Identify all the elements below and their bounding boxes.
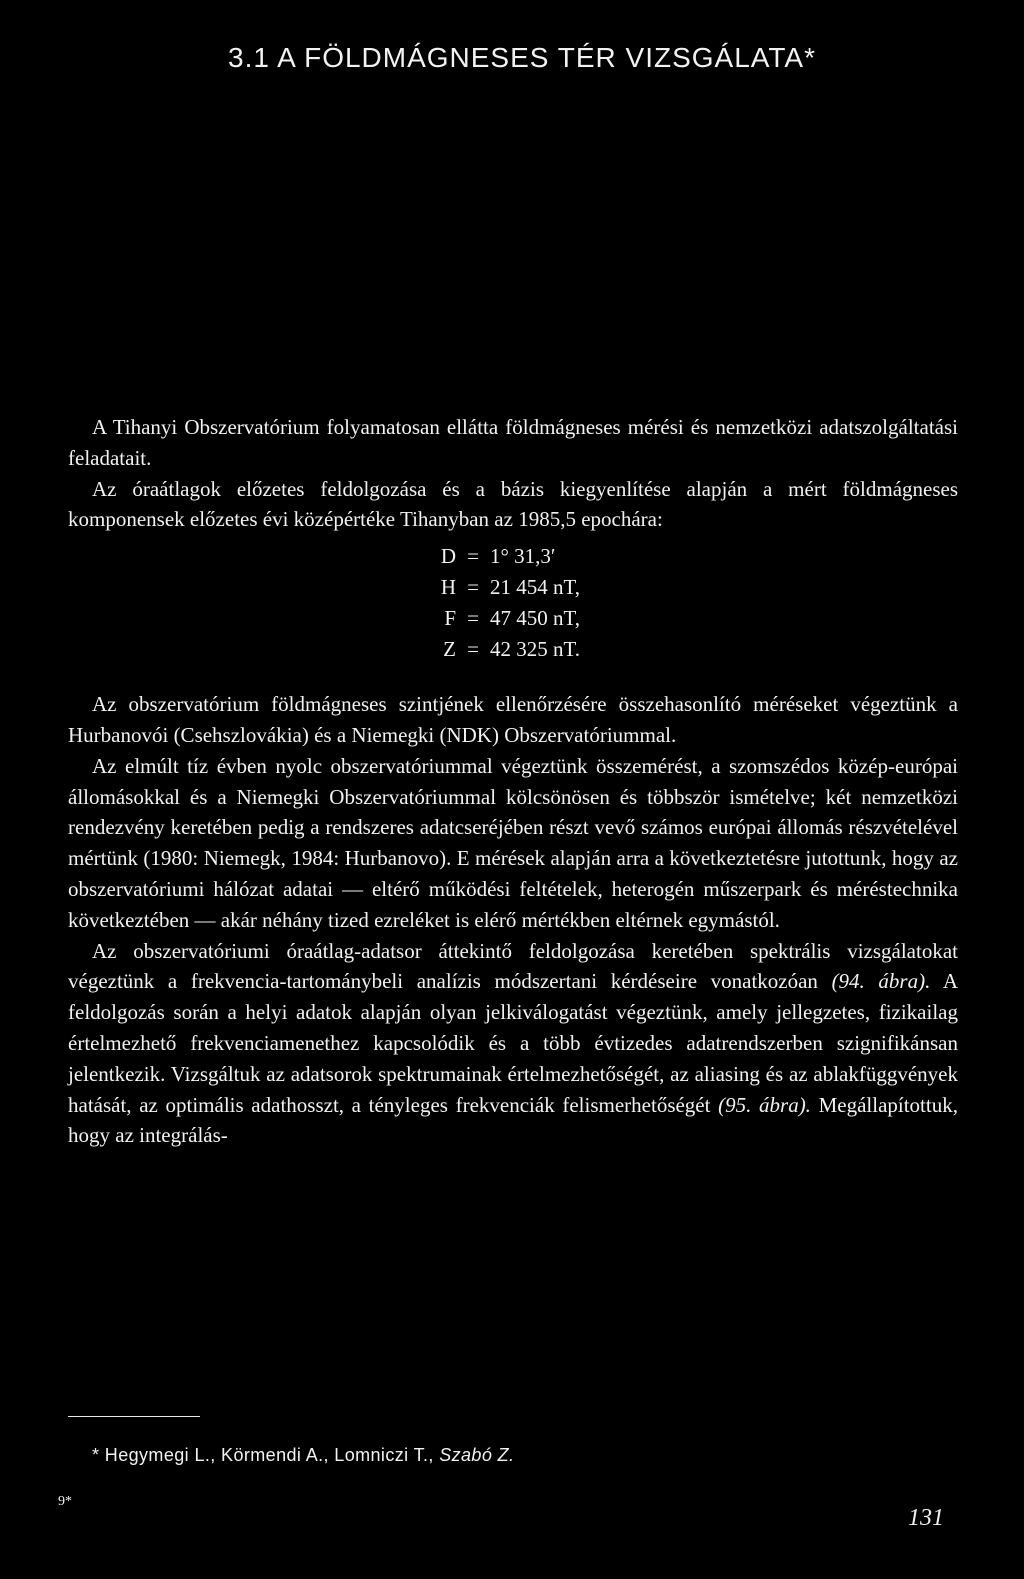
equation-sign: =	[467, 606, 479, 631]
paragraph-5-part-c: Megállapítottuk, hogy az integrálás-	[68, 1092, 958, 1148]
equation-row-h	[426, 572, 958, 603]
equation-variable: H	[440, 575, 456, 600]
paragraph-3: Az obszervatórium földmágneses szintjének ellenőrzésére összehasonlító méréseket végeztünk a Hurbanovói (Csehszlovákia) és a Niemegki (NDK) Obszervatóriummal.	[68, 692, 958, 747]
equation-row-f	[426, 603, 958, 634]
equation-value: 1° 31,3′	[490, 544, 556, 569]
equation-sign: =	[467, 575, 479, 600]
equation-sign: =	[467, 544, 479, 569]
paragraph-5-part-a: Az obszervatóriumi óraátlag-adatsor áttekintő feldolgozása keretében spektrális vizsgálatokat végeztünk a frekvencia-tartománybeli analízis módszertani kérdéseire vonatkozóan	[68, 938, 958, 994]
paragraph-5-part-b: A feldolgozás során a helyi adatok alapján olyan jelkiválogatást végeztünk, amely jellegzetes, fizikailag értelmezhető frekvenciamenethez kapcsolódik és a több évtizedes adatrendszerben szignifikánsan jelentkezik. Vizsgáltuk az adatsorok spektrumainak értelmezhetőségét, az aliasing és az ablakfüggvények hatását, az optimális adathosszt, a tényleges frekvenciák felismerhetőségét	[68, 969, 958, 1117]
equation-value: 21 454 nT,	[490, 575, 581, 600]
page-title: 3.1 A FÖLDMÁGNESES TÉR VIZSGÁLATA*	[228, 42, 816, 73]
equation-row-z	[426, 634, 958, 665]
signature-mark: 9*	[58, 1494, 72, 1509]
footnote-author-italic: Szabó Z.	[439, 1445, 515, 1465]
paragraph-5	[68, 936, 958, 1152]
equation-variable: Z	[443, 637, 456, 662]
paragraph-2: Az óraátlagok előzetes feldolgozása és a bázis kiegyenlítése alapján a mért földmágneses komponensek előzetes évi középértéke Tihanyban az 1985,5 epochára:	[68, 476, 958, 532]
equation-block	[68, 541, 958, 665]
footnote-divider	[68, 1416, 200, 1417]
equation-value: 42 325 nT.	[490, 637, 581, 662]
page-number: 131	[908, 1505, 944, 1531]
equation-value: 47 450 nT,	[490, 606, 581, 631]
footnote	[92, 1445, 514, 1466]
equation-sign: =	[467, 637, 479, 662]
body-text	[68, 412, 958, 1151]
figure-reference-94: (94. ábra).	[831, 969, 931, 994]
spacer	[68, 675, 958, 689]
paragraph-4: Az elmúlt tíz évben nyolc obszervatóriummal végeztünk összemérést, a szomszédos közép-európai állomásokkal és a Niemegki Obszervatóriummal kölcsönösen és többször ismételve; két nemzetközi rendezvény keretében pedig a rendszeres adatcseréjében részt vevő számos európai állomás részvételével mértünk (1980: Niemegk, 1984: Hurbanovo). E mérések alapján arra a következtetésre jutottunk, hogy az obszervatóriumi hálózat adatai — eltérő működési feltételek, heterogén műszerpark és méréstechnika következtében — akár néhány tized ezreléket is elérő mértékben eltérnek egymástól.	[68, 753, 958, 932]
equation-variable: D	[440, 544, 456, 569]
equation-row-d	[426, 541, 958, 572]
figure-reference-95: (95. ábra).	[718, 1092, 811, 1117]
paragraph-1: A Tihanyi Obszervatórium folyamatosan ellátta földmágneses mérési és nemzetközi adatszolgáltatási feladatait.	[68, 415, 958, 470]
footnote-authors: * Hegymegi L., Körmendi A., Lomniczi T.,	[92, 1445, 440, 1465]
equation-variable: F	[444, 606, 456, 631]
